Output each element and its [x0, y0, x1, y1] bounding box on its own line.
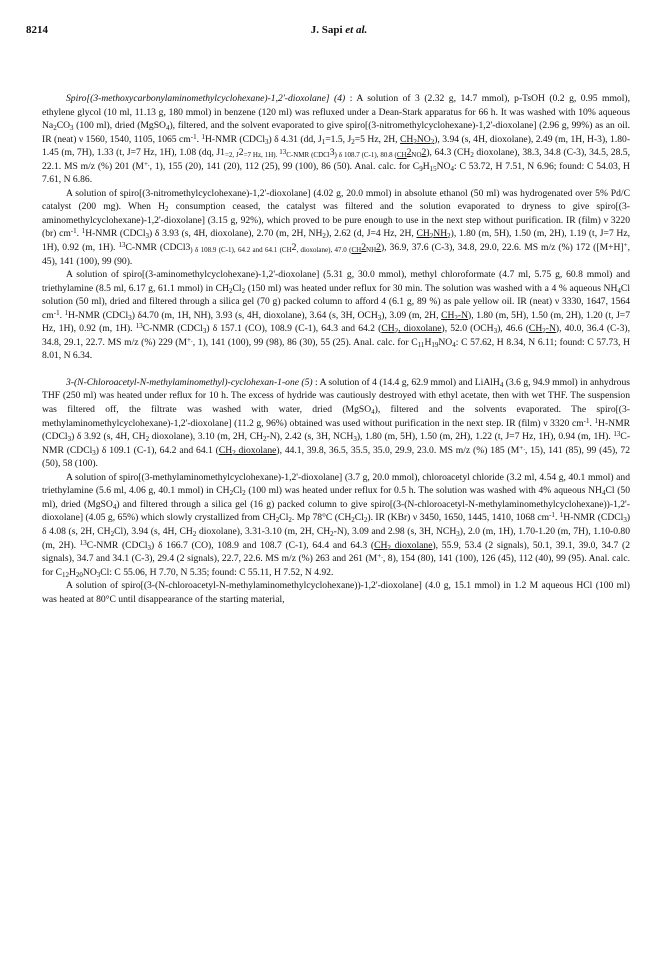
page-number: 8214 [26, 24, 48, 36]
paragraph-carbamate: A solution of spiro[(3-aminomethylcyclohexane)-1,2'-dioxolane] (5.31 g, 30.0 mmol), methyl chloroformate (4.7 ml, 5.75 g, 60.8 mmol) and triethylamine (8.5 ml, 6.17 g, 61.1 mmol) in $CH_2Cl_2$ (150 ml) was heated under reflux for 30 min. The solution was washed with a 4 % aqueous $NH_4Cl$ solution (50 ml), dried and filtered through a silica gel (70 g) packed column to afford 4 (6.1 g, 89 %) as pale yellow oil. IR (neat) ν 3330, 1647, 1564 $cm^{-1}$. $^1$H-NMR (CDCl$_3$) δ4.70 (m, 1H, NH), 3.93 (s, 4H, dioxolane), 3.64 (s, 3H, $OCH_3$), 3.09 (m, 2H, $CH_2-N$), 1.80 (m, 5H), 1.50 (m, 2H), 1.20 (t, J=7 Hz, 1H), 0.92 (m, 1H). $^{13}$C-NMR (CDCl$_3$) δ 157.1 (CO), 108.9 (C-1), 64.3 and 64.2 ($CH_2$, dioxolane), 52.0 $(OCH_3)$, 46.6 $(CH_2-N)$, 40.0, 36.4 (C-3), 34.8, 29.1, 22.7. MS m/z (%) 229 (M+., 1), 141 (100), 99 (98), 86 (30), 55 (25). Anal. calc. for $C_{11}H_{19}NO_4$: C 57.62, H 8.34, N 6.11; found: C 57.73, H 8.01, N 6.34. [42, 269, 631, 362]
page-header [26, 24, 652, 40]
running-head-etal: et al. [345, 24, 368, 36]
paragraph-hydrolysis: A solution of spiro[(3-(N-chloroacetyl-N-methylaminomethylcyclohexane))-1,2'-dioxolane] (4.0 g, 15.1 mmol) in 1.2 M aqueous HCl (100 ml) was heated at 80°C until disappearance of the starting material, [42, 580, 630, 605]
article-body [42, 92, 630, 606]
running-head [26, 24, 652, 36]
paragraph-chloroacetylation: A solution of spiro[(3-methylaminomethylcyclohexane)-1,2'-dioxolane] (3.7 g, 20.0 mmol), chloroacetyl chloride (3.2 ml, 4.54 g, 40.1 mmol) and triethylamine (5.6 ml, 4.06 g, 40.1 mmol) in $CH_2Cl_2$ (100 ml) was heated under reflux for 0.5 h. The solution was washed with 4% aqueous $NH_4Cl$ (50 ml), dried (MgSO$_4$) and filtered through a silica gel (16 g) packed column to give spiro[(3-(N-chloroacetyl-N-methylaminomethylcyclohexane))-1,2'-dioxolane] (4.05 g, 65%) which slowly crystallized from $CH_2Cl_2$. Mp 78°C $(CH_2Cl_2)$. IR (KBr) ν 3450, 1650, 1445, 1410, 1068 $cm^{-1}$. $^1$H-NMR (CDCl$_3$) δ 4.08 (s, 2H, $CH_2Cl$), 3.94 (s, 4H, $CH_2$ dioxolane), 3.31-3.10 (m, 2H, $CH_2-N$), 3.09 and 2.98 (s, 3H, $NCH_3$), 2.0 (m, 1H), 1.70-1.20 (m, 7H), 1.10-0.80 (m, 2H). $^{13}$C-NMR (CDCl$_3$) δ 166.7 (CO), 108.9 and 108.7 (C-1), 64.4 and 64.3 ($CH_2$ dioxolane), 55.9, 53.4 (2 signals), 50.1, 39.1, 39.0, 34.7 (2 signals), 34.7 and 34.1 (C-3), 29.4 (2 signals), 22.7, 22.6. MS m/z (%) 263 and 261 (M+., 8), 154 (80), 141 (100), 126 (45), 112 (40), 99 (95). Anal. calc. for $C_{12}H_{20}NO_3Cl$: C 55.06, H 7.70, N 5.35; found: C 55.11, H 7.52, N 4.92. [42, 471, 631, 579]
paragraph-compound-4: Spiro[(3-methoxycarbonylaminomethylcyclohexane)-1,2'-dioxolane] (4) : A solution of 3 (2.32 g, 14.7 mmol), p-TsOH (0.2 g, 0.95 mmol), ethylene glycol (10 ml, 11.13 g, 180 mmol) in benzene (120 ml) was refluxed under a Dean-Stark apparatus for 66 h. It was washed with 10% aqueous $Na_2CO_3$ (100 ml), dried (MgSO$_4$), filtered, and the solvent evaporated to give spiro[(3-nitromethylcyclohexane)-1,2'-dioxolane] (2.96 g, 99%) as an oil. IR (neat) ν 1560, 1540, 1105, 1065 $cm^{-1}$. $^1$H-NMR (CDCl$_3$) δ 4.31 (dd, $J_1=1.5$, $J_2=5$ Hz, 2H, $CH_2NO_2$), 3.94 (s, 4H, dioxolane), 2.49 (m, 1H, H-3), 1.80-1.45 (m, 7H), 1.33 (t, J=7 Hz, 1H), 1.08 (dq, $J1_{=2, J}2_{=7 Hz, 1H). ^{13}C-NMR (CDCl}3_{) \delta 108.7 (C-1), 80.8 (CH}2_{NO}2$), 64.3 ($CH_2$ dioxolane), 38.3, 34.8 (C-3), 34.5, 28.5, 22.1. MS m/z (%) 201 (M+., 1), 155 (20), 141 (20), 112 (25), 99 (100), 86 (50). Anal. calc. for $C_9H_{15}NO_4$: C 53.72, H 7.51, N 6.96; found: C 54.03, H 7.61, N 6.86. [42, 93, 631, 186]
paragraph-hydrogenation: A solution of spiro[(3-nitromethylcyclohexane)-1,2'-dioxolane] (4.02 g, 20.0 mmol) in absolute ethanol (50 ml) was hydrogenated over 5% Pd/C catalyst (200 mg). When $H_2$ consumption ceased, the catalyst was filtered and the solution evaporated to dryness to give spiro[(3-aminomethylcyclohexane)-1,2'-dioxolane] (3.15 g, 92%), which proved to be pure enough to use in the next step without purification. IR (film) ν 3220 (br) $cm^{-1}$. $^1$H-NMR (CDCl$_3$) δ 3.93 (s, 4H, dioxolane), 2.70 (m, 2H, $NH_2$), 2.62 (d, J=4 Hz, 2H, $CH_2NH_2$), 1.80 (m, 5H), 1.50 (m, 2H), 1.19 (t, J=7 Hz, 1H), 0.92 (m, 1H). $^{13}$C-NMR $(CDCl3_{) \delta 108.9 (C-1), 64.2 and 64.1 (CH}2_{, dioxolane), 47.0 (CH}2_{NH}2)$, 36.9, 37.6 (C-3), 34.8, 29.0, 22.6. MS m/z (%) 172 ([M+H]+, 45), 141 (100), 99 (90). [42, 187, 631, 267]
paragraph-compound-5: 3-(N-Chloroacetyl-N-methylaminomethyl)-cyclohexan-1-one (5) : A solution of 4 (14.4 g, 62.9 mmol) and LiAlH$_4$ (3.6 g, 94.9 mmol) in anhydrous THF (250 ml) was heated under reflux for 10 h. The excess of hydride was cautiously destroyed with ethyl acetate, then with wet THF. The suspension was filtered off, the filtrate was washed with water, dried (MgSO$_4$), filtered and the solvents evaporated. The spiro[(3-methylaminomethylcyclohexane)-1,2'-dioxolane] (11.2 g, 96%) obtained was used without purification in the next step. IR (film) ν 3320 $cm^{-1}$. $^1$H-NMR (CDCl$_3$) δ 3.92 (s, 4H, $CH_2$ dioxolane), 3.10 (m, 2H, $CH_2-N$), 2.42 (s, 3H, $NCH_3$), 1.80 (m, 5H), 1.50 (m, 2H), 1.22 (t, J=7 Hz, 1H), 0.94 (m, 1H). $^{13}$C-NMR (CDCl$_3$) δ 109.1 (C-1), 64.2 and 64.1 ($CH_2$ dioxolane), 44.1, 39.8, 36.5, 35.5, 35.0, 29.9, 23.0. MS m/z (%) 185 (M+., 15), 141 (85), 99 (45), 72 (50), 58 (100). [42, 376, 631, 470]
running-head-author: J. Sapi [310, 24, 343, 36]
